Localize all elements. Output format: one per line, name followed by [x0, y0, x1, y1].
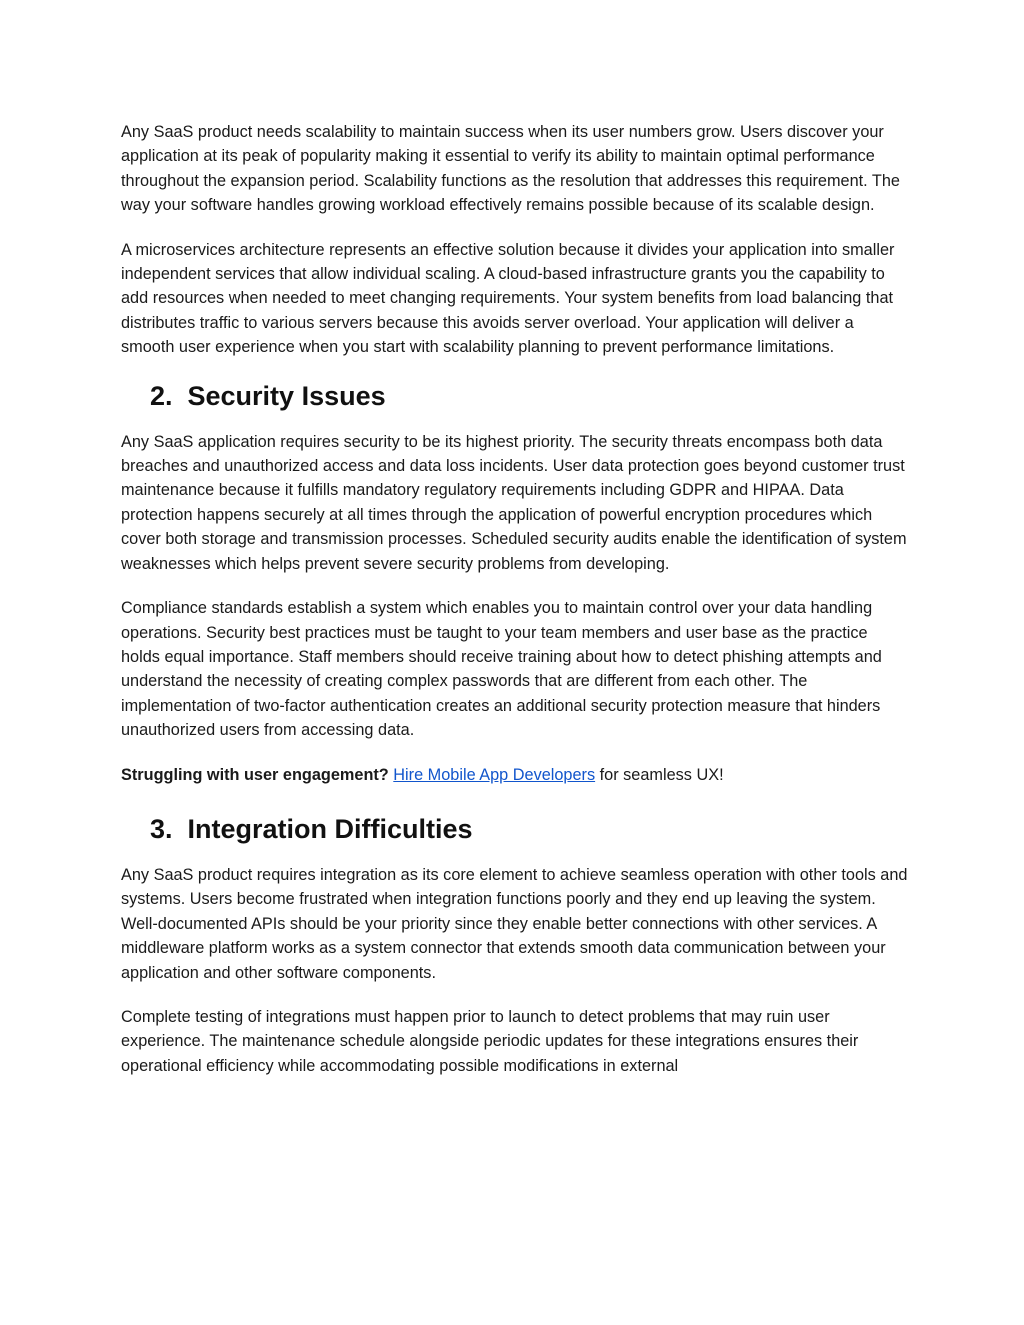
security-heading [121, 380, 911, 412]
security-paragraph-2: Compliance standards establish a system which enables you to maintain control over your data handling operations. Security best practices must be taught to your team members and user base as the practice holds equal importance. Staff members should receive training about how to detect phishing attempts and understand the necessity of creating complex passwords that are different from each other. The implementation of two-factor authentication creates an additional security protection measure that hinders unauthorized users from accessing data. [121, 599, 882, 740]
call-to-action [121, 763, 911, 787]
integration-heading [121, 813, 911, 845]
scalability-paragraph-2: A microservices architecture represents an effective solution because it divides your application into smaller independent services that allow individual scaling. A cloud-based infrastructure grants you the capability to add resources when needed to meet changing requirements. Your system benefits from load balancing that distributes traffic to various servers because this avoids server overload. Your application will deliver a smooth user experience when you start with scalability planning to prevent performance limitations. [121, 240, 895, 357]
security-heading-number: 2. [150, 380, 173, 411]
security-paragraph-1: Any SaaS application requires security to be its highest priority. The security threats encompass both data breaches and unauthorized access and data loss incidents. User data protection goes beyond customer trust maintenance because it fulfills mandatory regulatory requirements including GDPR and HIPAA. Data protection happens securely at all times through the application of powerful encryption procedures which cover both storage and transmission processes. Scheduled security audits enable the identification of system weaknesses which helps prevent severe security problems from developing. [121, 432, 907, 573]
scalability-paragraph-1: Any SaaS product needs scalability to maintain success when its user numbers grow. Users discover your application at its peak of popularity making it essential to verify its ability to maintain optimal performance throughout the expansion period. Scalability functions as the resolution that addresses this requirement. The way your software handles growing workload effectively remains possible because of its scalable design. [121, 123, 900, 215]
integration-heading-number: 3. [150, 813, 173, 844]
integration-paragraph-1: Any SaaS product requires integration as its core element to achieve seamless operation with other tools and systems. Users become frustrated when integration functions poorly and they end up leaving the system. Well-documented APIs should be your priority since they enable better connections with other services. A middleware platform works as a system connector that extends smooth data communication between your application and other software components. [121, 865, 908, 982]
integration-paragraph-2: Complete testing of integrations must happen prior to launch to detect problems that may ruin user experience. The maintenance schedule alongside periodic updates for these integrations ensures their operational efficiency while accommodating possible modifications in external [121, 1007, 859, 1075]
integration-heading-title: Integration Difficulties [187, 813, 473, 844]
document-page [121, 120, 911, 1078]
cta-lead: Struggling with user engagement? [121, 765, 389, 784]
security-heading-title: Security Issues [187, 380, 386, 411]
cta-tail: for seamless UX! [595, 765, 724, 784]
hire-developers-link[interactable]: Hire Mobile App Developers [393, 765, 596, 784]
